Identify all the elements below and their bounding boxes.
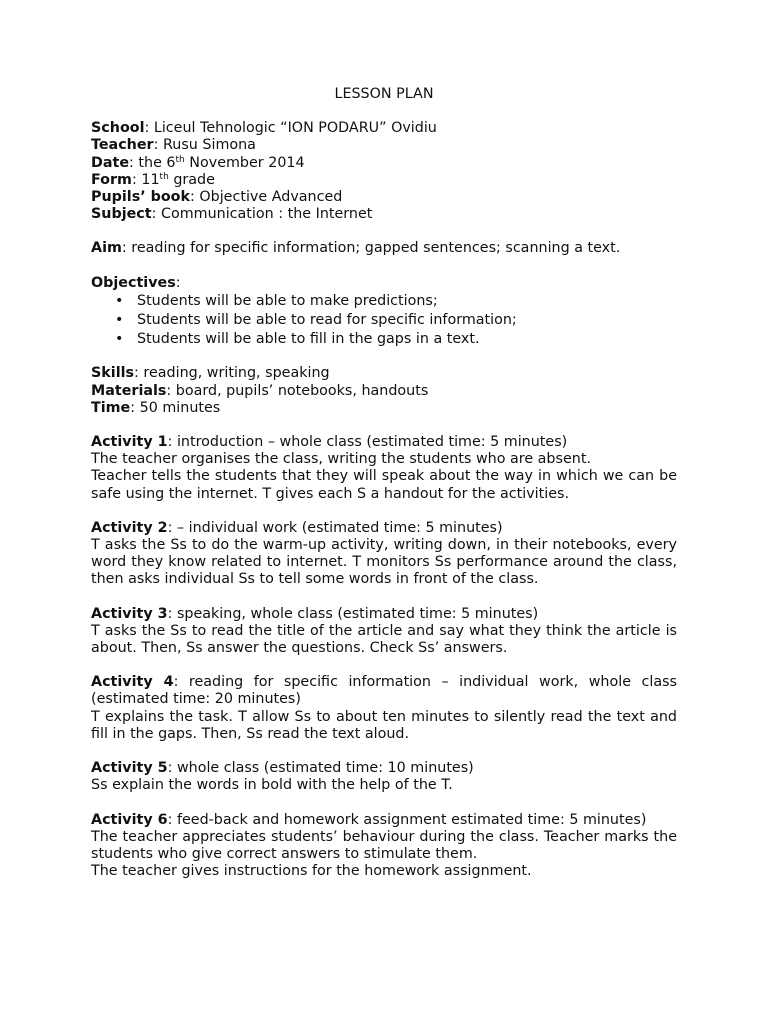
activity-label: Activity 5 — [91, 760, 168, 777]
activity-text: The teacher organises the class, writing the students who are absent. — [91, 451, 591, 468]
teacher-value: Rusu Simona — [162, 137, 256, 154]
lesson-info — [91, 120, 677, 223]
activity-heading: Activity 3: speaking, whole class (estimated time: 5 minutes) — [91, 605, 539, 622]
aim-line: Aim: reading for specific information; gapped sentences; scanning a text. — [91, 240, 621, 257]
school-label: School — [91, 120, 145, 137]
activity-label: Activity 6 — [91, 811, 168, 828]
activity-1 — [91, 434, 677, 503]
time-label: Time — [91, 399, 131, 416]
aim-label: Aim — [91, 240, 122, 257]
date-value: the 6 — [138, 154, 176, 171]
activity-6 — [91, 812, 677, 881]
skills-line: Skills: reading, writing, speaking — [91, 365, 330, 382]
objectives-heading: Objectives: — [91, 274, 181, 291]
date-label: Date — [91, 154, 130, 171]
objectives-label: Objectives — [91, 274, 176, 291]
school-value: Liceul Tehnologic “ION PODARU” Ovidiu — [153, 120, 437, 137]
form-value: 11 — [141, 171, 160, 188]
book-value: Objective Advanced — [199, 189, 343, 206]
bullet-icon: • — [115, 292, 124, 309]
book-label: Pupils’ book — [91, 189, 190, 206]
list-item: • Students will be able to fill in the gaps in a text. — [115, 331, 480, 348]
materials-line: Materials: board, pupils’ notebooks, handouts — [91, 382, 429, 399]
aim-text: reading for specific information; gapped sentences; scanning a text. — [131, 240, 621, 257]
materials-label: Materials — [91, 382, 167, 399]
document-body — [91, 86, 677, 880]
activity-text: The teacher gives instructions for the homework assignment. — [91, 863, 532, 880]
page-title: LESSON PLAN — [334, 86, 434, 102]
time-value: 50 minutes — [139, 399, 221, 416]
subject-line: Subject: Communication : the Internet — [91, 206, 373, 223]
activity-heading: Activity 4: reading for specific information – individual work, whole class (estimated time: 20 minutes) — [91, 674, 677, 708]
time-line: Time: 50 minutes — [91, 399, 221, 416]
activity-heading: Activity 1: introduction – whole class (estimated time: 5 minutes) — [91, 434, 568, 451]
skills-label: Skills — [91, 365, 135, 382]
date-month: November 2014 — [184, 154, 305, 171]
form-label: Form — [91, 171, 132, 188]
form-grade: grade — [168, 171, 215, 188]
list-item: • Students will be able to make predictions; — [115, 292, 438, 309]
activity-text: The teacher appreciates students’ behaviour during the class. Teacher marks the students who give correct answers to stimulate them. — [91, 828, 677, 862]
book-line: Pupils’ book: Objective Advanced — [91, 189, 343, 206]
lesson-details — [91, 365, 677, 417]
activity-5 — [91, 760, 677, 794]
subject-label: Subject — [91, 206, 152, 223]
activity-heading: Activity 5: whole class (estimated time: 10 minutes) — [91, 760, 474, 777]
activity-text: T asks the Ss to read the title of the article and say what they think the article is about. Then, Ss answer the questions. Check Ss’ answers. — [91, 622, 677, 657]
activity-label: Activity 3 — [91, 605, 168, 622]
activity-text: T asks the Ss to do the warm-up activity, writing down, in their notebooks, every word they know related to internet. T monitors Ss performance around the class, then asks individual Ss to tell some words in front of the class. — [91, 537, 677, 588]
form-suffix: th — [159, 171, 169, 182]
form-line: Form: 11th grade — [91, 171, 215, 188]
activity-text: T explains the task. T allow Ss to about ten minutes to silently read the text and fill in the gaps. Then, Ss read the text aloud. — [91, 708, 677, 742]
activity-label: Activity 2 — [91, 519, 168, 536]
activity-2 — [91, 520, 677, 589]
bullet-icon: • — [115, 312, 124, 329]
skills-value: reading, writing, speaking — [143, 365, 330, 382]
bullet-icon: • — [115, 331, 124, 348]
activity-label: Activity 1 — [91, 434, 168, 451]
materials-value: board, pupils’ notebooks, handouts — [175, 382, 429, 399]
activity-label: Activity 4 — [91, 674, 174, 691]
activity-heading: Activity 2: – individual work (estimated time: 5 minutes) — [91, 519, 503, 536]
list-item: • Students will be able to read for specific information; — [115, 312, 517, 329]
teacher-label: Teacher — [91, 137, 154, 154]
activity-text: Teacher tells the students that they will speak about the way in which we can be safe using the internet. T gives each S a handout for the activities. — [91, 468, 677, 502]
activity-text: Ss explain the words in bold with the help of the T. — [91, 777, 453, 794]
activity-4 — [91, 674, 677, 743]
objectives-list — [91, 293, 677, 349]
activity-3 — [91, 606, 677, 658]
teacher-line: Teacher: Rusu Simona — [91, 137, 256, 154]
date-line: Date: the 6th November 2014 — [91, 154, 305, 171]
subject-value: Communication : the Internet — [161, 206, 373, 223]
date-suffix: th — [175, 154, 185, 165]
activity-heading: Activity 6: feed-back and homework assignment estimated time: 5 minutes) — [91, 811, 647, 828]
school-line: School: Liceul Tehnologic “ION PODARU” Ovidiu — [91, 120, 437, 137]
